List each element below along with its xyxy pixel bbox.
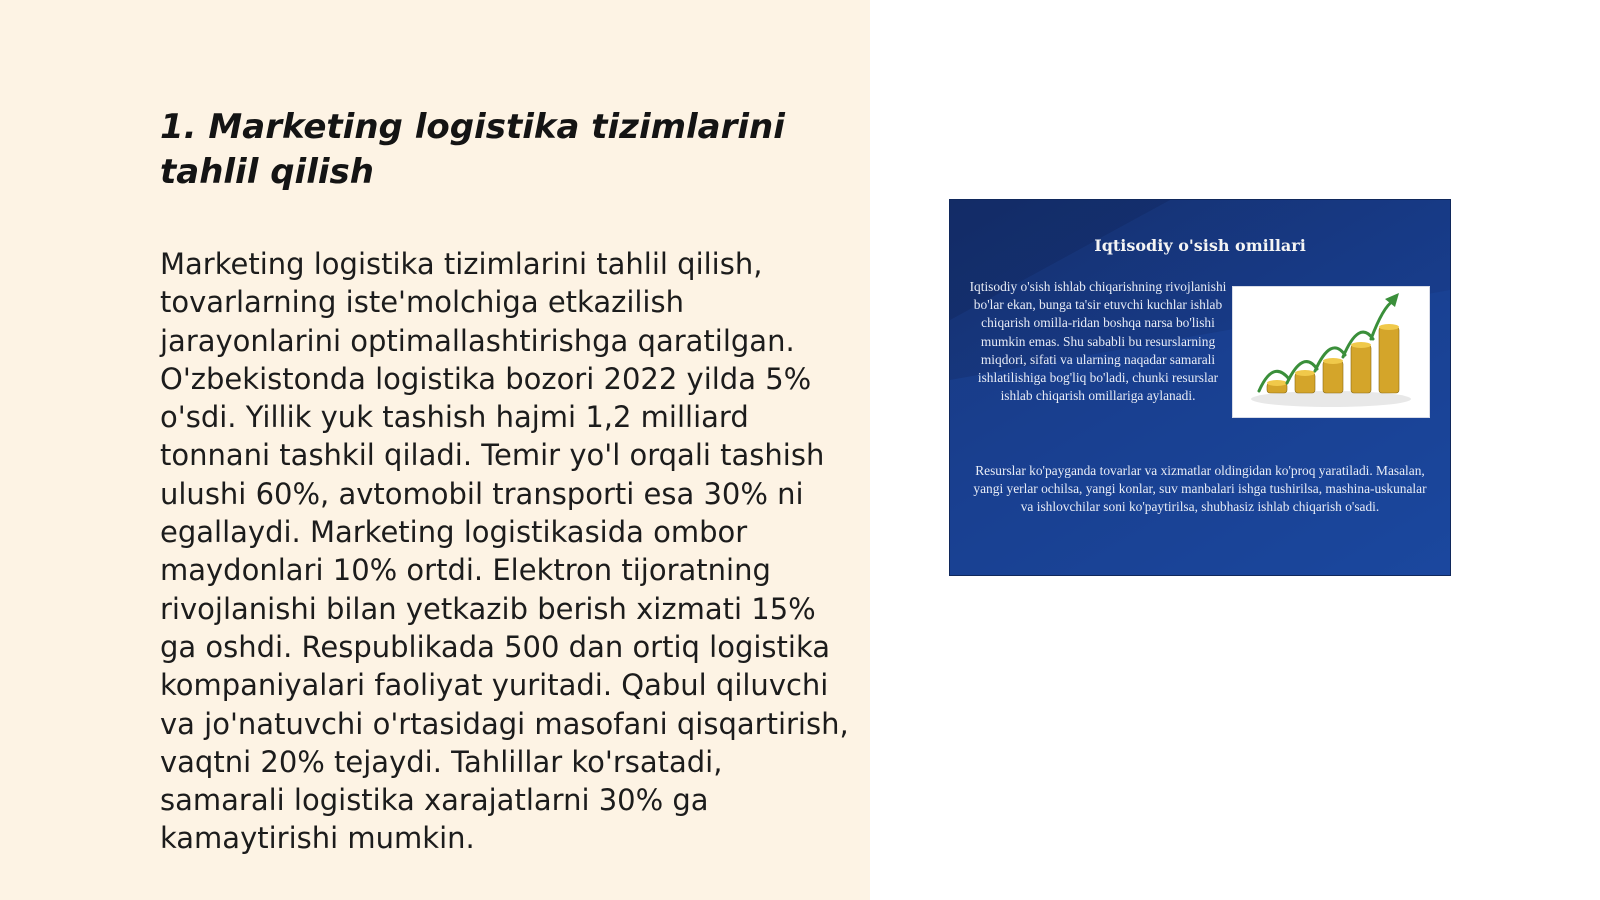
inset-paragraph-1: Iqtisodiy o'sish ishlab chiqarishning rivojlanishi bo'lar ekan, bunga ta'sir etuvchi kuchlar ishlab chiqarish omilla-ridan boshqa narsa bo'lishi mumkin emas. Shu sababli bu resurslarning miqdori, sifati va ularning naqadar samarali ishlatilishiga bog'liq bo'ladi, chunki resurslar ishlab chiqarish omillariga aylanadi. — [969, 279, 1227, 404]
coin-stacks-drawing — [1233, 287, 1429, 417]
slide-body-text: Marketing logistika tizimlarini tahlil qilish, tovarlarning iste'molchiga etkazilish jarayonlarini optimallashtirishga qaratilgan. O'zbekistonda logistika bozori 2022 yilda 5% o'sdi. Yillik yuk tashish hajmi 1,2 milliard tonnani tashkil qiladi. Temir yo'l orqali tashish ulushi 60%, avtomobil transporti esa 30% ni egallaydi. Marketing logistikasida ombor maydonlari 10% ortdi. Elektron tijoratning rivojlanishi bilan yetkazib berish xizmati 15% ga oshdi. Respublikada 500 dan ortiq logistika kompaniyalari faoliyat yuritadi. Qabul qiluvchi va jo'natuvchi o'rtasidagi masofani qisqartirish, vaqtni 20% tejaydi. Tahlillar ko'rsatadi, samarali logistika xarajatlarni 30% ga kamaytirishi mumkin. — [160, 247, 849, 856]
slide-title: 1. Marketing logistika tizimlarini tahlil qilish — [160, 107, 785, 192]
coin-stacks-growth-icon — [1232, 286, 1430, 418]
inset-title: Iqtisodiy o'sish omillari — [1094, 236, 1306, 255]
inset-paragraph-2: Resurslar ko'payganda tovarlar va xizmatlar oldingidan ko'proq yaratiladi. Masalan, yangi yerlar ochilsa, yangi konlar, suv manbalari ishga tushirilsa, mashina-uskunalar va ishlovchilar soni ko'paytirilsa, shubhasiz ishlab chiqarish o'sadi. — [973, 463, 1427, 515]
inset-slide-image — [950, 200, 1450, 575]
